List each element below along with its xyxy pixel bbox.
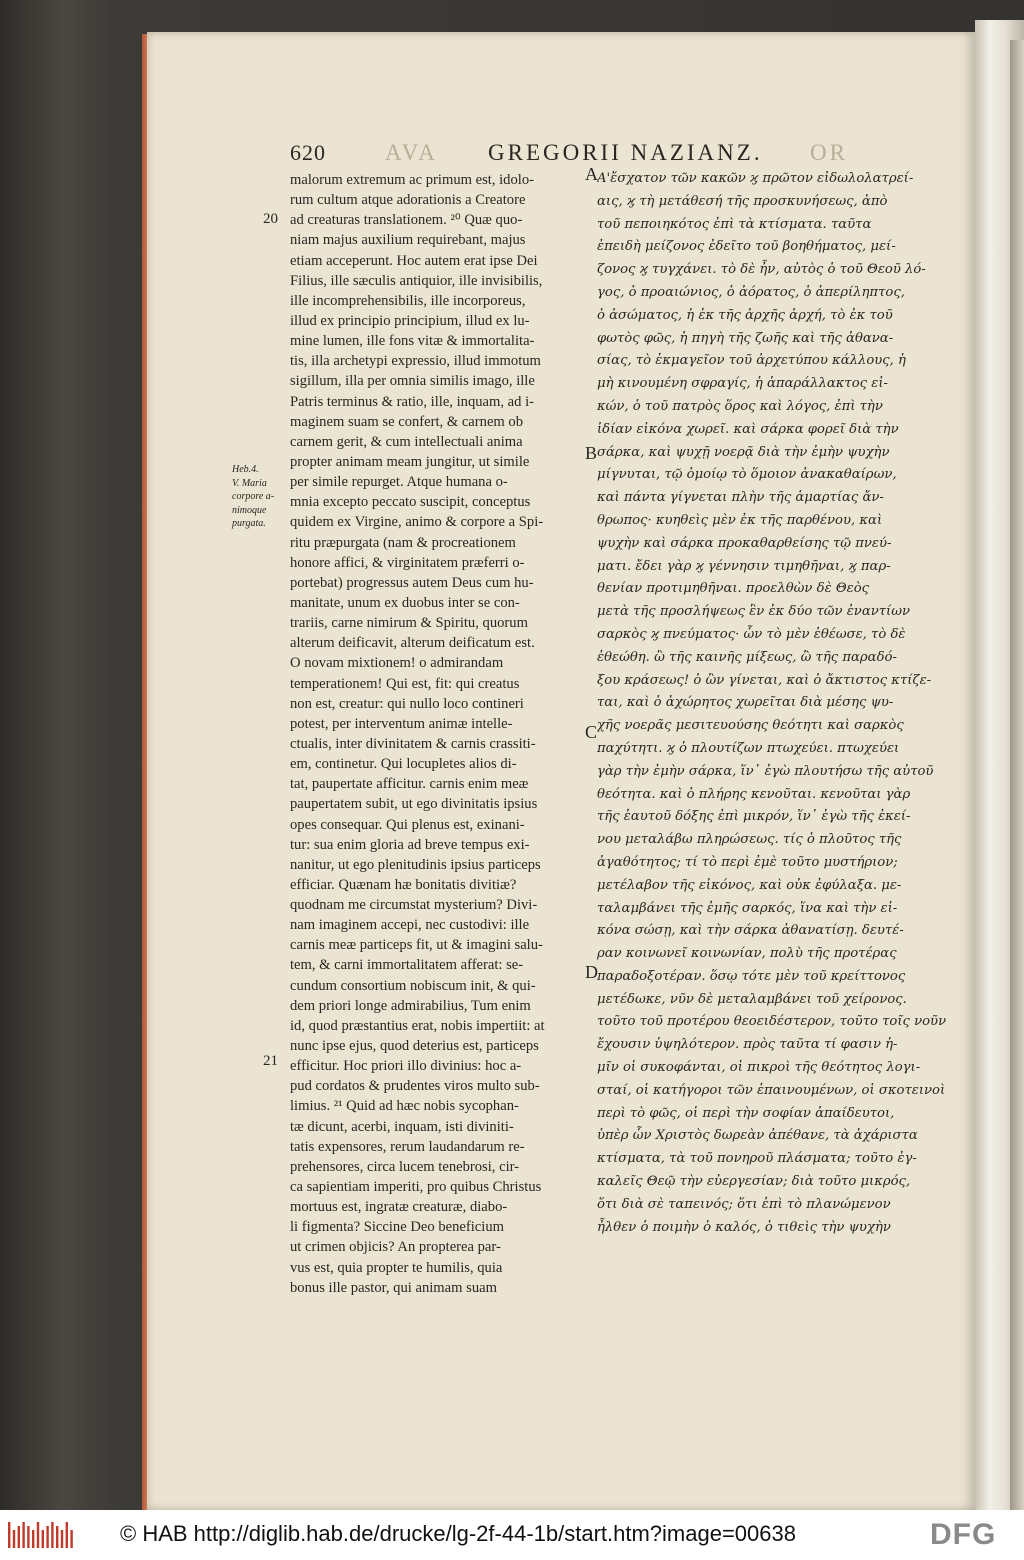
book-edge-strip (1010, 40, 1024, 1510)
text-line: potest, per interventum animæ intelle- (290, 715, 513, 732)
text-line: περὶ τὸ φῶς, οἱ περὶ τὴν σοφίαν ἀπαίδευτοι, (597, 1105, 895, 1121)
margin-number-20: 20 (263, 211, 278, 227)
text-line: ca sapientiam imperiti, pro quibus Christus (290, 1179, 542, 1196)
text-line: efficitur. Hoc priori illo divinius: hoc a- (290, 1058, 522, 1075)
text-line: παχύτητι. ϗ ὁ πλουτίζων πτωχεύει. πτωχεύει (597, 740, 900, 756)
text-line: tat, paupertate afficitur. carnis enim meæ (290, 776, 529, 793)
text-line: ταλαμβάνει τῆς ἐμῆς σαρκός, ἵνα καὶ τὴν εἰ- (597, 900, 898, 916)
text-line: ἰδίαν εἰκόνα χωρεῖ. καὶ σάρκα φορεῖ διὰ τὴν (597, 421, 899, 437)
text-line: prehensores, circa lucem tenebrosi, cir- (290, 1158, 520, 1175)
text-line: Α'ἔσχατον τῶν κακῶν ϗ πρῶτον εἰδωλολατρεί- (597, 171, 914, 186)
text-line: opes consequar. Qui plenus est, exinani- (290, 816, 525, 833)
hab-logo-bar (13, 1530, 15, 1548)
hab-logo-bar (18, 1526, 20, 1548)
text-line: ὑπὲρ ὧν Χριστὸς δωρεὰν ἀπέθανε, τὰ ἀχάριστα (597, 1128, 918, 1144)
text-line: θενίαν προτιμηθῆναι. προελθὼν δὲ Θεὸς (597, 581, 870, 597)
text-line: μῖν οἱ συκοφάνται, οἱ πικροὶ τῆς θεότητος λογι- (597, 1060, 921, 1076)
text-line: non est, creatur: qui nullo loco contineri (290, 695, 524, 712)
section-letter-d: D (585, 962, 598, 982)
text-line: ctualis, inter divinitatem & carnis crassiti- (290, 735, 536, 752)
text-line: γὰρ τὴν ἐμὴν σάρκα, ἵν᾽ ἐγὼ πλουτήσω τῆς αὐτοῦ (597, 763, 934, 779)
hab-logo-bar (8, 1522, 10, 1548)
text-line: nam imaginem accepi, nec custodivi: ille (290, 917, 530, 934)
text-line: ζονος ϗ τυγχάνει. τὸ δὲ ἦν, αὐτὸς ὁ τοῦ Θεοῦ λό- (597, 262, 926, 278)
text-line: manitate, unum ex duobus inter se con- (290, 594, 520, 611)
text-line: τοῦ πεποιηκότος ἐπὶ τὰ κτίσματα. ταῦτα (597, 216, 872, 232)
page-number: 620 (290, 140, 326, 165)
text-line: trariis, carne nimirum & Spiritu, quorum (290, 615, 528, 632)
text-line: Filius, ille sæculis antiquior, ille invisibilis, (290, 272, 543, 289)
text-line: καλεῖς Θεῷ τὴν εὐεργεσίαν; διὰ τοῦτο μικρός, (597, 1174, 911, 1190)
bleed-through-text-left: AVA (385, 140, 438, 165)
text-line: illud ex principio principium, illud ex lu- (290, 312, 530, 329)
text-line: honore affici, & virginitatem præferri o- (290, 554, 525, 571)
footer-bar (0, 1510, 1024, 1560)
hab-logo-bar (70, 1530, 72, 1548)
hab-logo-bar (56, 1526, 58, 1548)
text-line: efficiar. Quænam hæ bonitatis divitiæ? (290, 876, 517, 893)
text-line: li figmenta? Siccine Deo beneficium (290, 1219, 504, 1236)
text-line: παραδοξοτέραν. ὅσῳ τότε μὲν τοῦ κρείττονος (597, 968, 906, 984)
text-line: malorum extremum ac primum est, idolo- (290, 172, 534, 188)
text-line: σταί, οἱ κατήγοροι τῶν ἐπαινουμένων, οἱ σκοτεινοὶ (597, 1082, 946, 1098)
margin-number-21: 21 (263, 1053, 278, 1069)
side-note (232, 463, 292, 531)
text-line: κτίσματα, τὰ τοῦ πονηροῦ πλάσματα; τοῦτο ἐγ- (597, 1151, 917, 1167)
text-line: O novam mixtionem! o admirandam (290, 655, 504, 672)
text-line: ἔχουσιν ὑψηλότερον. πρὸς ταῦτα τί φασιν ἡ- (597, 1037, 898, 1053)
text-line: γος, ὁ προαιώνιος, ὁ ἀόρατος, ὁ ἀπερίληπτος, (597, 284, 905, 300)
text-line: id, quod præstantius erat, nobis impertiit: at (290, 1017, 545, 1034)
text-line: ἐπειδὴ μείζονος ἐδεῖτο τοῦ βοηθήματος, μεί- (597, 239, 896, 255)
text-line: αις, ϗ τὴ μετάθεσή τῆς προσκυνήσεως, ἀπὸ (597, 193, 888, 209)
text-line: ραν κοινωνεῖ κοινωνίαν, πολὺ τῆς προτέρας (597, 946, 897, 962)
text-line: bonus ille pastor, qui animam suam (290, 1279, 497, 1296)
text-line: ἀγαθότητος; τί τὸ περὶ ἐμὲ τοῦτο μυστήριον; (597, 854, 898, 870)
text-line: temperationem! Qui est, fit: qui creatus (290, 675, 520, 692)
hab-logo-icon (6, 1520, 76, 1550)
text-line: μίγνυται, τῷ ὁμοίῳ τὸ ὅμοιον ἀνακαθαίρων, (597, 467, 897, 483)
text-line: em, continetur. Qui locupletes alios di- (290, 756, 517, 773)
text-line: τῆς ἑαυτοῦ δόξης ἐπὶ μικρόν, ἵν᾽ ἐγὼ τῆς ἐκεί- (597, 809, 911, 825)
text-line: μετέλαβον τῆς εἰκόνος, καὶ οὐκ ἐφύλαξα. με- (597, 877, 902, 893)
text-line: ται, καὶ ὁ ἀχώρητος χωρεῖται διὰ μέσης ψυ- (597, 695, 894, 711)
text-line: ut crimen objicis? An propterea par- (290, 1239, 501, 1256)
text-line: ritu præpurgata (nam & procreationem (290, 534, 516, 551)
text-line: mnia excepto peccato suscipit, conceptus (290, 494, 531, 511)
text-line: καὶ πάντα γίγνεται πλὴν τῆς ἁμαρτίας ἄν- (597, 490, 884, 506)
side-note-line: Heb.4. (232, 464, 259, 475)
text-line: carnem gerit, & cum intellectuali anima (290, 433, 523, 450)
running-title: GREGORII NAZIANZ. (488, 140, 763, 165)
text-line: maginem suam se confert, & carnem ob (290, 413, 524, 430)
text-line: τοῦτο τοῦ προτέρου θεοειδέστερον, τοῦτο τοῖς νοῦν (597, 1014, 947, 1030)
text-line: rum cultum atque adorationis a Creatore (290, 192, 526, 209)
text-line: Patris terminus & ratio, ille, inquam, ad i- (290, 393, 534, 410)
text-line: ad creaturas translationem. ²⁰ Quæ quo- (290, 212, 523, 229)
text-line: cundum consortium nobiscum init, & qui- (290, 977, 536, 994)
text-line: portebat) progressus autem Deus cum hu- (290, 574, 534, 591)
section-letter-c: C (585, 722, 598, 742)
text-line: σαρκὸς ϗ πνεύματος· ὧν τὸ μὲν ἐθέωσε, τὸ δὲ (597, 626, 906, 642)
text-line: paupertatem subit, ut ego divinitatis ipsius (290, 796, 538, 813)
text-line: dem priori longe admirabilius, Tum enim (290, 997, 531, 1014)
hab-logo-bar (46, 1526, 48, 1548)
text-line: μὴ κινουμένη σφραγίς, ἡ ἀπαράλλακτος εἰ- (597, 376, 888, 392)
text-line: σάρκα, καὶ ψυχῇ νοερᾷ διὰ τὴν ἐμὴν ψυχὴν (597, 444, 890, 460)
text-line: χῆς νοερᾶς μεσιτευούσης θεότητι καὶ σαρκὸς (597, 718, 904, 734)
hab-logo-bar (51, 1522, 53, 1548)
side-note-line: V. Maria (232, 477, 267, 489)
hab-logo-bar (32, 1530, 34, 1548)
text-line: vus est, quia propter te humilis, quia (290, 1259, 503, 1276)
text-line: nanitur, ut ego plenitudinis ipsius particeps (290, 856, 541, 873)
text-line: tis, illa archetypi expressio, illud immotum (290, 353, 541, 370)
text-line: quidem ex Virgine, animo & corpore a Spi- (290, 514, 544, 531)
side-note-line: corpore a- (232, 491, 275, 502)
text-line: φωτὸς φῶς, ἡ πηγὴ τῆς ζωῆς καὶ τῆς ἀθανα- (597, 330, 894, 346)
text-line: ἐθεώθη. ὢ τῆς καινῆς μίξεως, ὢ τῆς παραδό- (597, 649, 897, 665)
hab-logo-bar (61, 1530, 63, 1548)
text-line: carnis meæ particeps fit, ut & imagini salu- (290, 937, 543, 954)
text-line: tur: sua enim gloria ad breve tempus exi- (290, 836, 530, 853)
text-line: per simile repurget. Atque humana o- (290, 474, 508, 491)
greek-column (597, 168, 977, 1239)
text-line: sigillum, illa per omnia similis imago, ille (290, 373, 535, 390)
text-line: tatis expensores, rerum laudandarum re- (290, 1138, 525, 1155)
text-line: ξου κράσεως! ὁ ὢν γίνεται, καὶ ὁ ἄκτιστος κτίζε- (597, 672, 932, 688)
text-line: propter animam meam jungitur, ut simile (290, 453, 530, 470)
text-line: σίας, τὸ ἐκμαγεῖον τοῦ ἀρχετύπου κάλλους, ἡ (597, 353, 906, 369)
text-line: ille incomprehensibilis, ille incorporeus, (290, 292, 526, 309)
text-line: νου μεταλάβω πληρώσεως. τίς ὁ πλοῦτος τῆς (597, 832, 902, 848)
text-line: κών, ὁ τοῦ πατρὸς ὅρος καὶ λόγος, ἐπὶ τὴν (597, 398, 883, 414)
copyright-link[interactable]: © HAB http://diglib.hab.de/drucke/lg-2f-44-1b/start.htm?image=00638 (120, 1521, 796, 1546)
text-line: quodnam me circumstat mysterium? Divi- (290, 897, 538, 914)
text-line: mine lumen, ille fons vitæ & immortalita- (290, 333, 535, 350)
text-line: θεότητα. καὶ ὁ πλήρης κενοῦται. κενοῦται γὰρ (597, 786, 911, 802)
text-line: nunc ipse ejus, quod deterius est, particeps (290, 1038, 539, 1055)
text-line: ὁ ἀσώματος, ἡ ἐκ τῆς ἀρχῆς ἀρχή, τὸ ἐκ τοῦ (597, 307, 893, 323)
text-line: pud cordatos & prudentes viros multo sub- (290, 1078, 540, 1095)
hab-logo-bar (66, 1522, 68, 1548)
bleed-through-text-right: OR (810, 140, 848, 165)
dfg-logo: DFG (930, 1518, 997, 1551)
text-line: ἦλθεν ὁ ποιμὴν ὁ καλός, ὁ τιθεὶς τὴν ψυχὴν (597, 1219, 891, 1235)
section-letter-b: B (585, 443, 598, 463)
hab-logo-bar (27, 1526, 29, 1548)
side-note-line: purgata. (232, 518, 266, 529)
text-line: ματι. ἔδει γὰρ ϗ γέννησιν τιμηθῆναι, ϗ παρ- (597, 558, 891, 574)
text-line: alterum deificavit, alterum deificatum est. (290, 635, 535, 652)
text-line: tæ dicunt, acerbi, inquam, isti diviniti- (290, 1118, 514, 1135)
hab-logo-bar (42, 1530, 44, 1548)
hab-logo-bar (37, 1522, 39, 1548)
latin-column (290, 170, 586, 1298)
text-line: niam majus auxilium requirebant, majus (290, 232, 526, 249)
text-line: μετέδωκε, νῦν δὲ μεταλαμβάνει τοῦ χείρονος. (597, 991, 907, 1007)
text-line: etiam acceperunt. Hoc autem erat ipse Dei (290, 252, 538, 269)
text-line: limius. ²¹ Quid ad hæc nobis sycophan- (290, 1098, 519, 1115)
text-line: μετὰ τῆς προσλήψεως ἓν ἐκ δύο τῶν ἐναντίων (597, 604, 910, 620)
side-note-line: nimoque (232, 504, 267, 516)
text-line: ὅτι διὰ σὲ ταπεινός; ὅτι ἐπὶ τὸ πλανώμενον (597, 1196, 891, 1212)
text-line: tem, & carni immortalitatem afferat: se- (290, 957, 524, 974)
text-line: θρωπος· κυηθεὶς μὲν ἐκ τῆς παρθένου, καὶ (597, 512, 883, 528)
section-letter-a: A (585, 164, 598, 184)
text-line: mortuus est, ingratæ creaturæ, diabo- (290, 1199, 508, 1216)
text-line: κόνα σώσῃ, καὶ τὴν σάρκα ἀθανατίσῃ. δευτέ- (597, 923, 904, 939)
hab-logo-bar (22, 1522, 24, 1548)
text-line: ψυχὴν καὶ σάρκα προκαθαρθείσης τῷ πνεύ- (597, 535, 892, 551)
